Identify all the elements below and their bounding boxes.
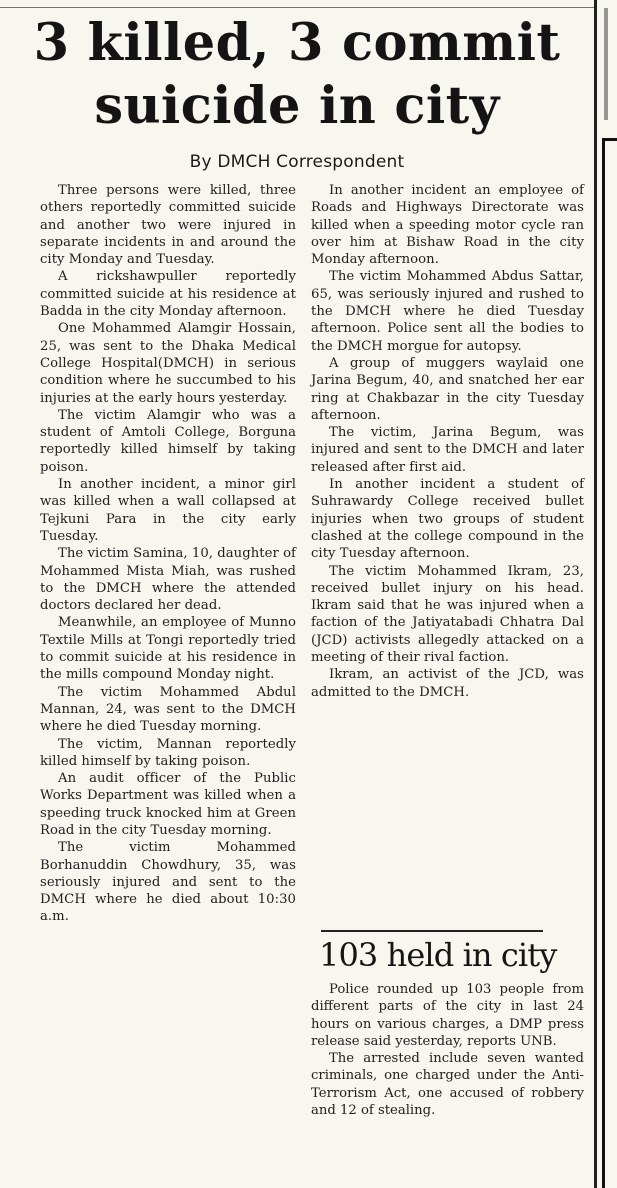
article-paragraph: One Mohammed Alamgir Hossain, 25, was sent to the Dhaka Medical College Hospital(DMCH) in serious condition where he succumbed to his injuries at the early hours yesterday. (40, 321, 296, 406)
article-paragraph: An audit officer of the Public Works Department was killed when a speeding truck knocked him at Green Road in the city Tuesday morning. (40, 771, 296, 838)
article-paragraph: Three persons were killed, three others reportedly committed suicide and another two were injured in separate incidents in and around the city Monday and Tuesday. (40, 183, 296, 268)
article-paragraph: The victim Mohammed Abdus Sattar, 65, was seriously injured and rushed to the DMCH where he died Tuesday afternoon. Police sent all the bodies to the DMCH morgue for autopsy. (311, 269, 584, 354)
article-paragraph: The victim Mohammed Borhanuddin Chowdhury, 35, was seriously injured and sent to the DMCH where he died about 10:30 a.m. (40, 840, 296, 925)
article-column-one (40, 182, 296, 926)
article-paragraph: Meanwhile, an employee of Munno Textile Mills at Tongi reportedly tried to commit suicide at his residence in the mills compound Monday night. (40, 615, 296, 683)
article-paragraph: In another incident a student of Suhrawardy College received bullet injuries when two groups of student clashed at the college compound in the city Tuesday afternoon. (311, 477, 584, 562)
article-paragraph: A group of muggers waylaid one Jarina Begum, 40, and snatched her ear ring at Chakbazar in the city Tuesday afternoon. (311, 355, 584, 423)
article-paragraph: A rickshawpuller reportedly committed suicide at his residence at Badda in the city Monday afternoon. (40, 269, 296, 320)
article-headline: 3 killed, 3 commit suicide in city (33, 13, 561, 136)
article-paragraph: Ikram, an activist of the JCD, was admitted to the DMCH. (311, 667, 584, 700)
article-paragraph: In another incident an employee of Roads and Highways Directorate was killed when a speeding motor cycle ran over him at Bishaw Road in the city Monday afternoon. (311, 183, 584, 268)
brief-story (311, 981, 584, 1119)
right-cropped-mark (604, 8, 608, 120)
article-paragraph: The victim Samina, 10, daughter of Mohammed Mista Miah, was rushed to the DMCH where the attended doctors declared her dead. (40, 546, 296, 614)
article-paragraph: In another incident, a minor girl was killed when a wall collapsed at Tejkuni Para in the city early Tuesday. (40, 477, 296, 544)
article-paragraph: The victim Mohammed Ikram, 23, received bullet injury on his head. Ikram said that he was injured when a faction of the Jatiyatabadi Chhatra Dal (JCD) activists allegedly attacked on a meeting of their rival faction. (311, 563, 584, 666)
right-column-border (594, 0, 597, 1188)
article-column-two (311, 182, 584, 701)
brief-headline: 103 held in city (319, 936, 557, 974)
brief-paragraph: Police rounded up 103 people from different parts of the city in last 24 hours on various charges, a DMP press release said yesterday, reports UNB. (311, 982, 584, 1049)
brief-top-rule (321, 930, 543, 932)
article-paragraph: The victim Mohammed Abdul Mannan, 24, was sent to the DMCH where he died Tuesday morning. (40, 684, 296, 735)
article-paragraph: The victim, Mannan reportedly killed himself by taking poison. (40, 736, 296, 769)
article-byline: By DMCH Correspondent (189, 152, 405, 172)
brief-paragraph: The arrested include seven wanted criminals, one charged under the Anti-Terrorism Act, one accused of robbery and 12 of stealing. (311, 1051, 584, 1119)
cropped-top-text-strip (0, 0, 595, 8)
article-paragraph: The victim Alamgir who was a student of Amtoli College, Borguna reportedly killed himself by taking poison. (40, 407, 296, 475)
neighboring-story-box-edge (602, 138, 617, 1188)
article-paragraph: The victim, Jarina Begum, was injured and sent to the DMCH and later released after first aid. (311, 425, 584, 475)
